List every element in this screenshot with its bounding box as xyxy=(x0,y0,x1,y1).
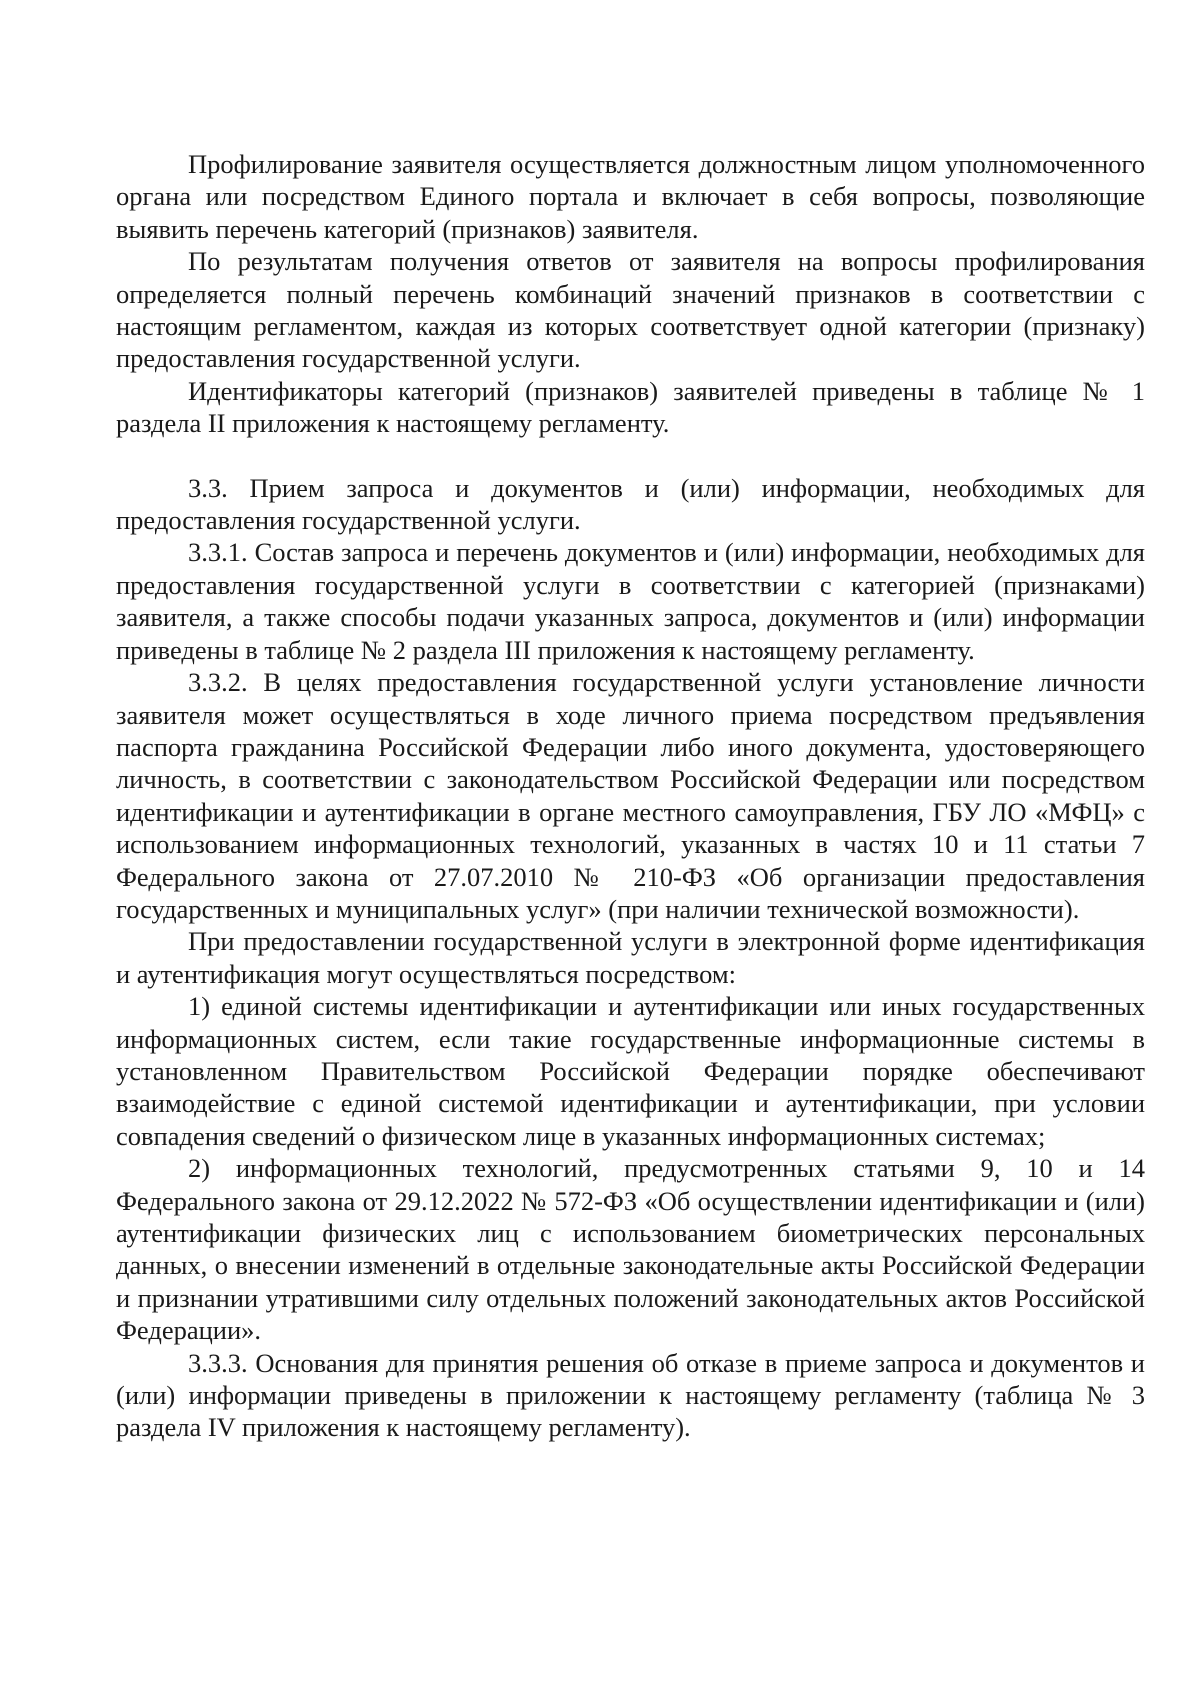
document-body xyxy=(116,148,1145,1444)
list-item-2: 2) информационных технологий, предусмотренных статьями 9, 10 и 14 Федерального закона от 29.12.2022 № 572-ФЗ «Об осуществлении идентификации и (или) аутентификации физических лиц с использованием биометрических персональных данных, о внесении изменений в отдельные законодательные акты Российской Федерации и признании утратившими силу отдельных положений законодательных актов Российской Федерации». xyxy=(116,1153,1145,1346)
paragraph-category-identifiers: Идентификаторы категорий (признаков) заявителей приведены в таблице № 1 раздела II приложения к настоящему регламенту. xyxy=(116,375,1145,439)
section-3-3-heading: 3.3. Прием запроса и документов и (или) информации, необходимых для предоставления государственной услуги. xyxy=(116,472,1145,536)
list-item-1: 1) единой системы идентификации и аутентификации или иных государственных информационных систем, если такие государственные информационные системы в установленном Правительством Российской Федерации порядке обеспечивают взаимодействие с единой системой идентификации и аутентификации, при условии совпадения сведений о физическом лице в указанных информационных системах; xyxy=(116,991,1145,1151)
paragraph-profiling-results: По результатам получения ответов от заявителя на вопросы профилирования определяется полный перечень комбинаций значений признаков в соответствии с настоящим регламентом, каждая из которых соответствует одной категории (признаку) предоставления государственной услуги. xyxy=(116,246,1145,374)
paragraph-profiling: Профилирование заявителя осуществляется должностным лицом уполномоченного органа или посредством Единого портала и включает в себя вопросы, позволяющие выявить перечень категорий (признаков) заявителя. xyxy=(116,149,1145,244)
paragraph-3-3-1: 3.3.1. Состав запроса и перечень документов и (или) информации, необходимых для предоставления государственной услуги в соответствии с категорией (признаками) заявителя, а также способы подачи указанных запроса, документов и (или) информации приведены в таблице № 2 раздела III приложения к настоящему регламенту. xyxy=(116,537,1145,665)
paragraph-electronic-identification: При предоставлении государственной услуги в электронной форме идентификация и аутентификация могут осуществляться посредством: xyxy=(116,926,1145,989)
paragraph-3-3-3: 3.3.3. Основания для принятия решения об отказе в приеме запроса и документов и (или) информации приведены в приложении к настоящему регламенту (таблица № 3 раздела IV приложения к настоящему регламенту). xyxy=(116,1347,1145,1443)
paragraph-3-3-2: 3.3.2. В целях предоставления государственной услуги установление личности заявителя может осуществляться в ходе личного приема посредством предъявления паспорта гражданина Российской Федерации либо иного документа, удостоверяющего личность, в соответствии с законодательством Российской Федерации или посредством идентификации и аутентификации в органе местного самоуправления, ГБУ ЛО «МФЦ» с использованием информационных технологий, указанных в частях 10 и 11 статьи 7 Федерального закона от 27.07.2010 № 210-ФЗ «Об организации предоставления государственных и муниципальных услуг» (при наличии технической возможности). xyxy=(116,667,1145,924)
